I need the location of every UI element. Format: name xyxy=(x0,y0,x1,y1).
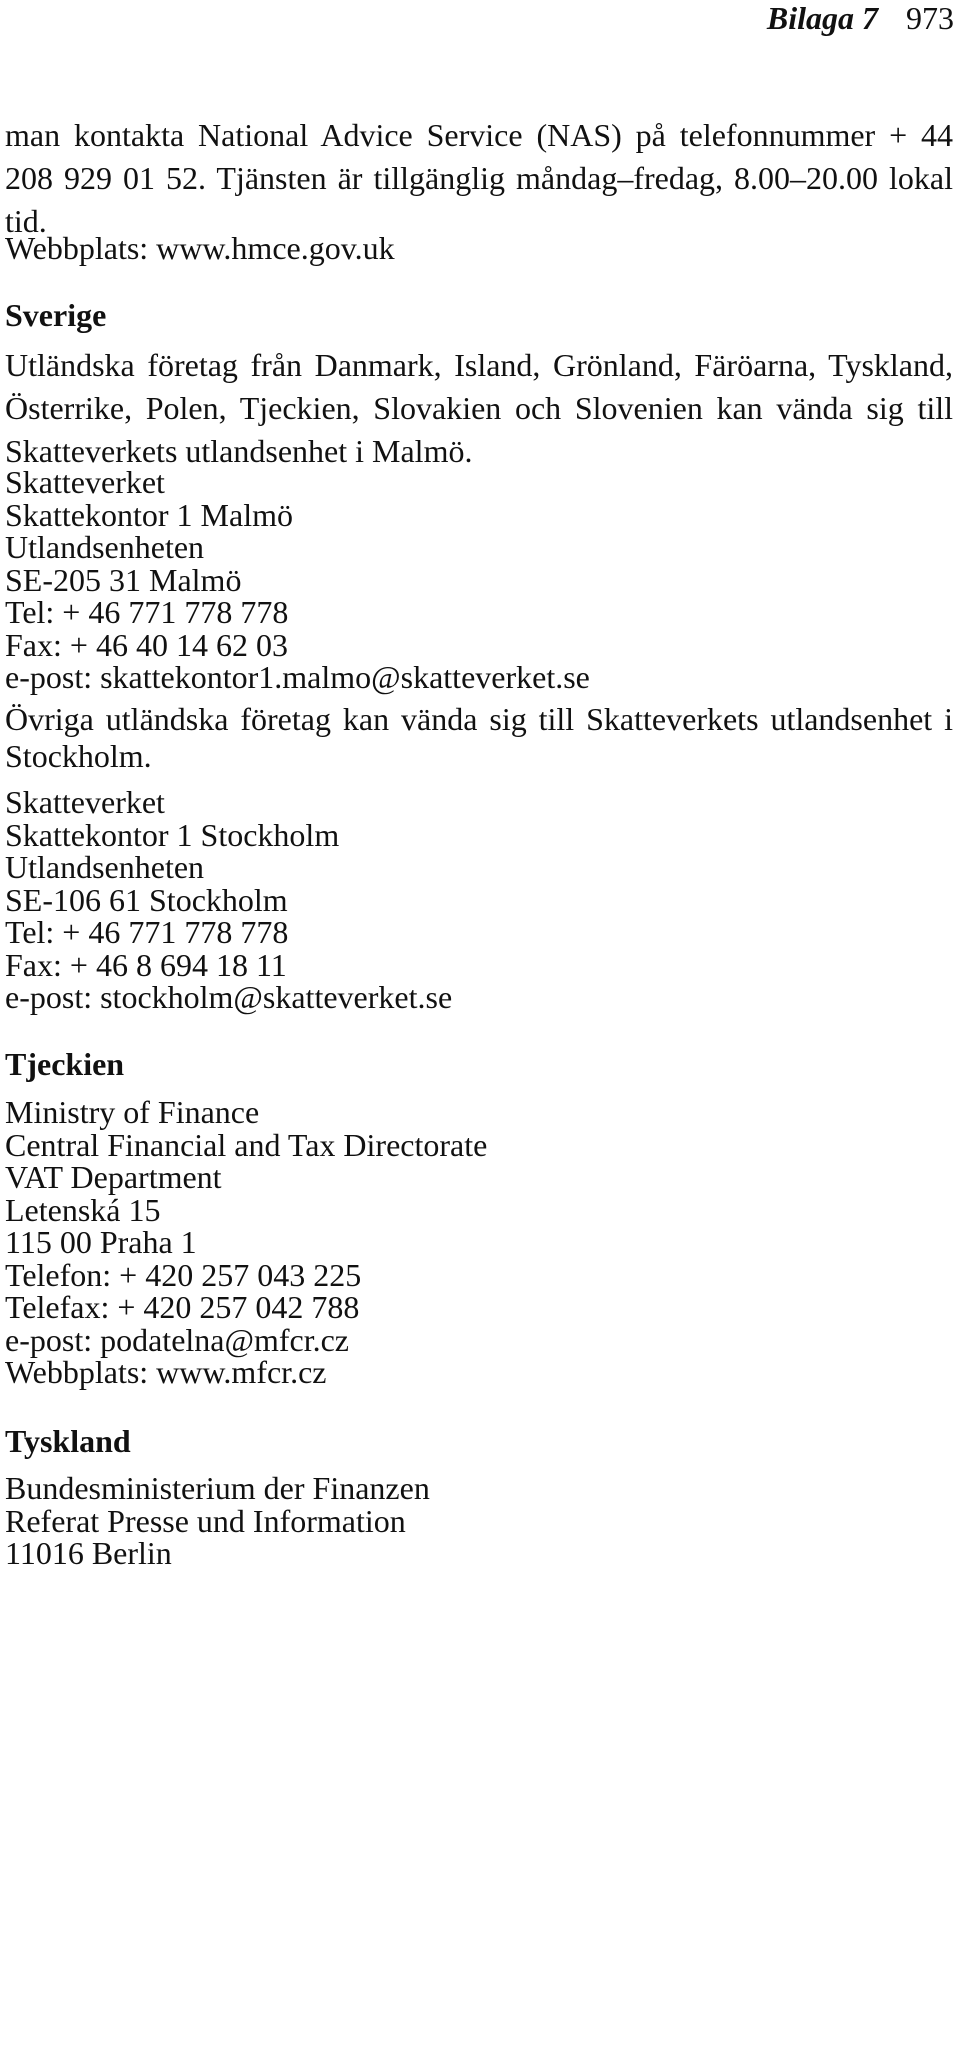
tyskland-heading: Tyskland xyxy=(5,1423,131,1459)
intro-website-block xyxy=(5,227,953,270)
malmo-address xyxy=(5,466,953,694)
sverige-paragraph-block xyxy=(5,344,953,473)
page-number: 973 xyxy=(906,0,954,36)
intro-text: man kontakta National Advice Service (NAS) på telefonnummer + 44 208 929 01 52. Tjänsten är tillgänglig xyxy=(5,117,953,196)
sverige-paragraph2-block xyxy=(5,701,953,775)
running-header xyxy=(767,0,954,36)
address-line: Utlandsenheten xyxy=(5,529,205,565)
tjeckien-address xyxy=(5,1096,953,1389)
address-line: Tel: + 46 771 778 778 xyxy=(5,594,289,630)
tyskland-section xyxy=(5,1420,953,1463)
address-line: Ministry of Finance xyxy=(5,1094,260,1130)
address-line: 11016 Berlin xyxy=(5,1535,172,1571)
appendix-label: Bilaga 7 xyxy=(766,0,878,36)
address-line: Fax: + 46 8 694 18 11 xyxy=(5,946,287,983)
sverige-heading: Sverige xyxy=(5,297,107,333)
address-line: Bundesministerium der Finanzen xyxy=(5,1470,430,1506)
address-line: Referat Presse und Information xyxy=(5,1502,406,1539)
stockholm-address xyxy=(5,786,953,1014)
address-email: e-post: podatelna@mfcr.cz xyxy=(5,1321,349,1358)
address-line: 115 00 Praha 1 xyxy=(5,1224,197,1260)
address-line: Tel: + 46 771 778 778 xyxy=(5,914,289,950)
address-line: Skattekontor 1 Stockholm xyxy=(5,816,340,853)
address-line: SE-205 31 Malmö xyxy=(5,561,242,598)
intro-text-end: måndag–fredag, 8.00–20.00 lokal tid. xyxy=(5,160,954,239)
intro-paragraph xyxy=(5,114,953,243)
sverige-paragraph2: Övriga utländska företag kan vända sig till Skatteverkets utlandsenhet i Stockholm. xyxy=(5,701,953,774)
address-line: Fax: + 46 40 14 62 03 xyxy=(5,626,288,663)
intro-section xyxy=(5,114,953,243)
address-line: Skatteverket xyxy=(5,784,165,820)
intro-website: Webbplats: www.hmce.gov.uk xyxy=(5,230,395,266)
address-line: Letenská 15 xyxy=(5,1191,161,1228)
address-line: Skattekontor 1 Malmö xyxy=(5,496,293,533)
address-line: Central Financial and Tax Directorate xyxy=(5,1126,488,1163)
address-line: Telefon: + 420 257 043 225 xyxy=(5,1256,362,1293)
address-line: VAT Department xyxy=(5,1159,222,1195)
address-website: Webbplats: www.mfcr.cz xyxy=(5,1354,327,1390)
tyskland-address xyxy=(5,1472,953,1570)
address-line: Skatteverket xyxy=(5,464,165,500)
tjeckien-section xyxy=(5,1043,953,1086)
address-line: SE-106 61 Stockholm xyxy=(5,881,288,918)
sverige-paragraph: Utländska företag från Danmark, Island, Grönland, Färöarna, Tyskland, Österrike, Polen, Tjeckien, Slovakien och Slovenien kan vända sig till Skatteverkets utlandsenhet i Malmö. xyxy=(5,347,953,469)
address-email: e-post: stockholm@skatteverket.se xyxy=(5,979,453,1015)
address-line: Utlandsenheten xyxy=(5,849,205,885)
address-email: e-post: skattekontor1.malmo@skatteverket.se xyxy=(5,659,590,695)
tjeckien-heading: Tjeckien xyxy=(5,1046,125,1082)
sverige-section xyxy=(5,294,953,337)
address-line: Telefax: + 420 257 042 788 xyxy=(5,1289,360,1325)
